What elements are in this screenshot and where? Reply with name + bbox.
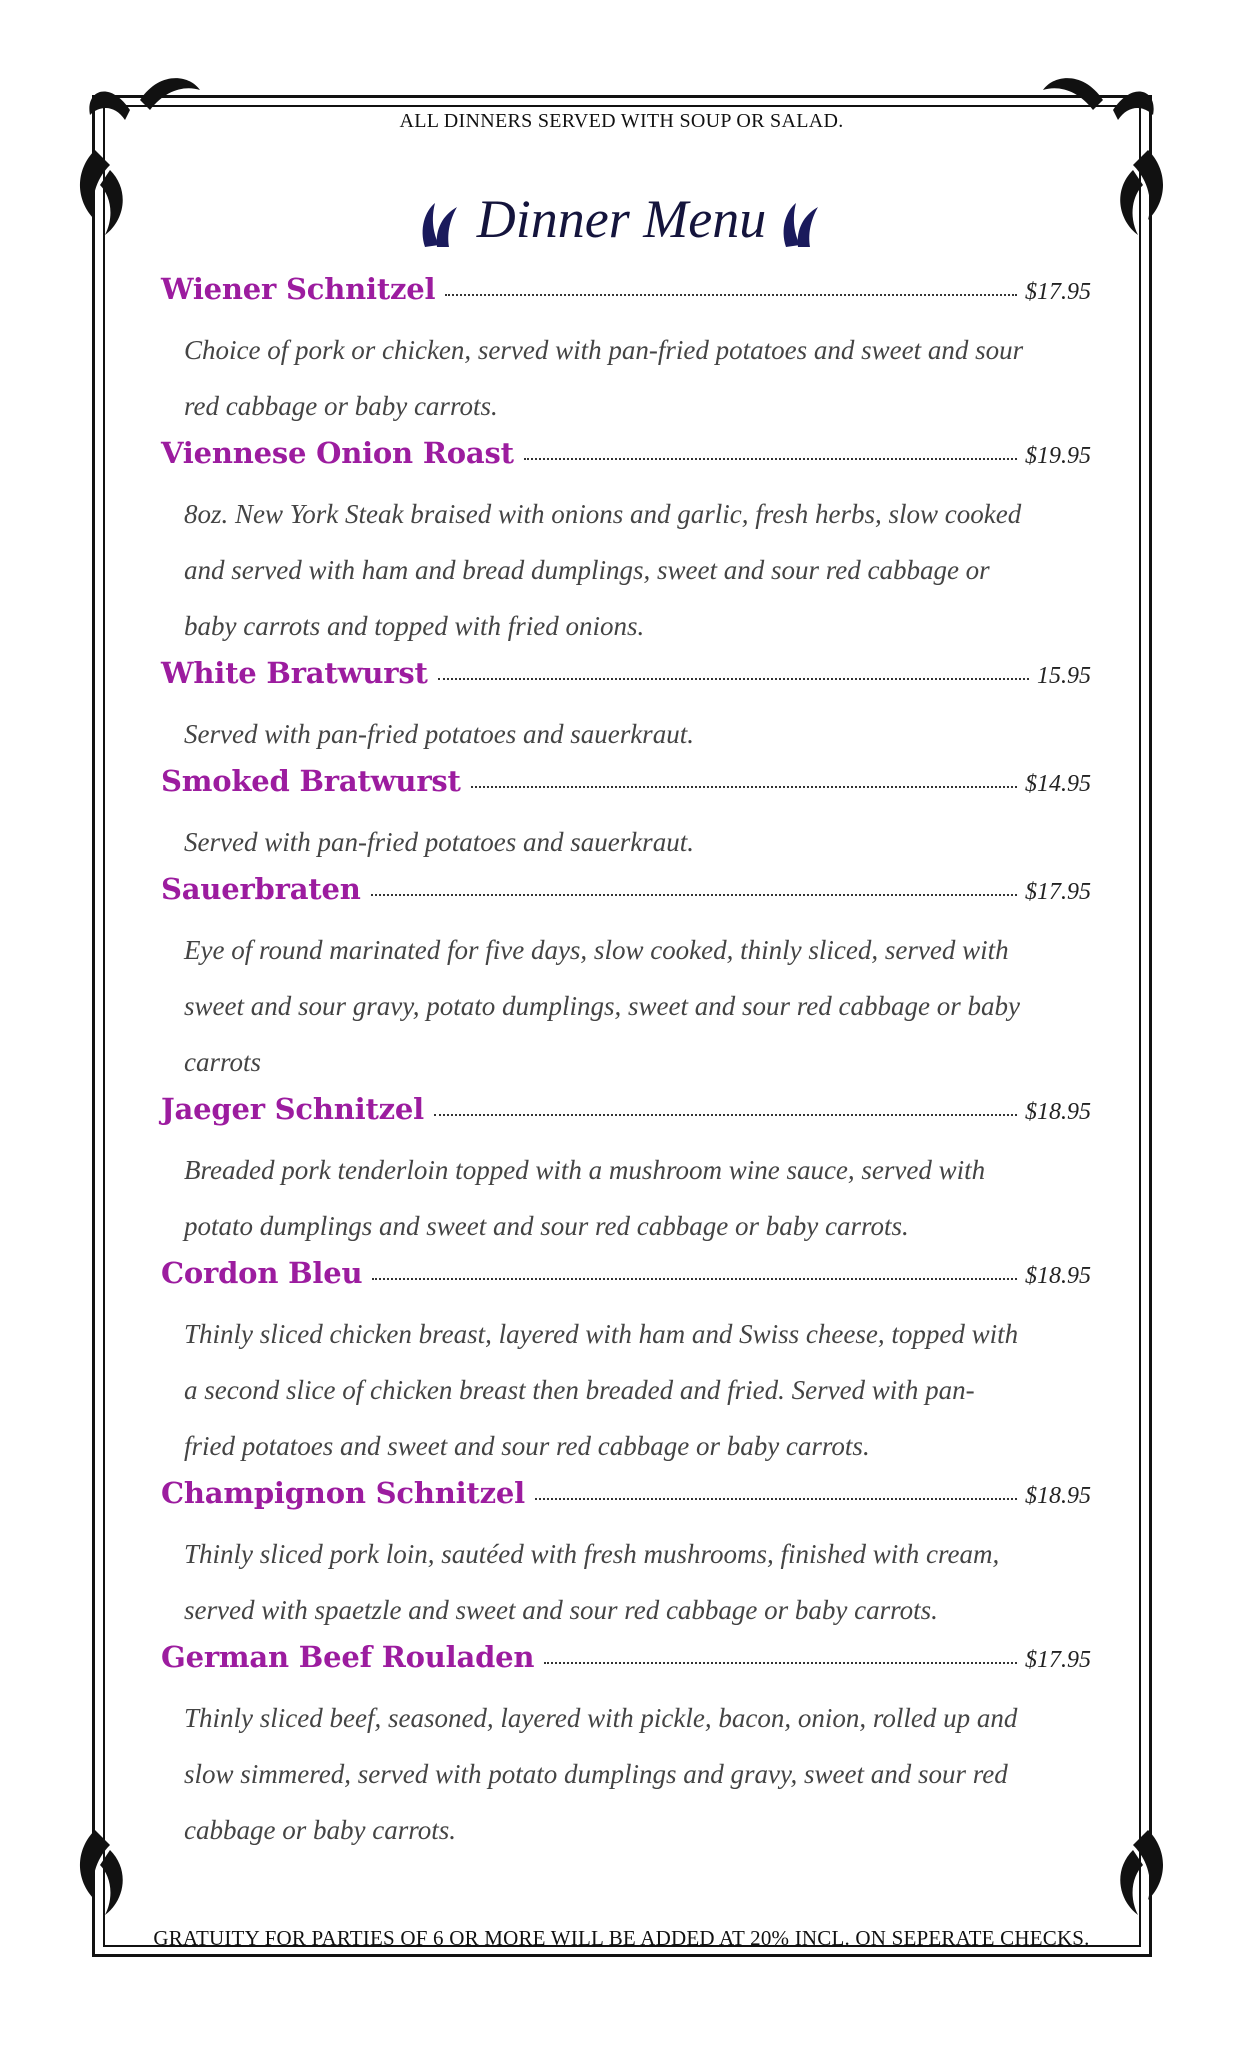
dot-leader xyxy=(544,1661,1017,1664)
item-price: $17.95 xyxy=(1025,279,1091,305)
item-description: Eye of round marinated for five days, slow cooked, thinly sliced, served with sweet and sour gravy, potato dumplings, sweet and sour red cabbage or baby carrots xyxy=(184,935,1020,1077)
dot-leader xyxy=(535,1497,1017,1500)
item-price: $17.95 xyxy=(1025,879,1091,905)
menu-item xyxy=(161,1256,1091,1474)
item-price: $18.95 xyxy=(1025,1263,1091,1289)
item-name: German Beef Rouladen xyxy=(161,1640,535,1674)
item-name: Cordon Bleu xyxy=(161,1256,363,1290)
menu-item xyxy=(161,656,1091,762)
menu-item xyxy=(161,272,1091,434)
menu-item xyxy=(161,1476,1091,1638)
item-description: Thinly sliced beef, seasoned, layered with pickle, bacon, onion, rolled up and slow simmered, served with potato dumplings and gravy, sweet and sour red cabbage or baby carrots. xyxy=(184,1703,1018,1845)
item-description: Thinly sliced pork loin, sautéed with fresh mushrooms, finished with cream, served with spaetzle and sweet and sour red cabbage or baby carrots. xyxy=(184,1539,1000,1625)
flourish-corner-icon xyxy=(70,1820,150,1950)
flourish-corner-icon xyxy=(1093,1820,1173,1950)
item-price: $14.95 xyxy=(1025,771,1091,797)
item-name: Smoked Bratwurst xyxy=(161,764,461,798)
dot-leader xyxy=(371,893,1017,896)
leaf-ornament-icon xyxy=(419,199,463,251)
dot-leader xyxy=(445,293,1017,296)
item-price: $18.95 xyxy=(1025,1483,1091,1509)
item-name: Jaeger Schnitzel xyxy=(161,1092,424,1126)
item-name: Sauerbraten xyxy=(161,872,361,906)
item-description: Served with pan-fried potatoes and sauerkraut. xyxy=(184,827,694,857)
item-name: Viennese Onion Roast xyxy=(161,436,514,470)
footer-note: GRATUITY FOR PARTIES OF 6 OR MORE WILL BE ADDED AT 20% INCL. ON SEPERATE CHECKS. xyxy=(153,1926,1090,1950)
item-description: 8oz. New York Steak braised with onions and garlic, fresh herbs, slow cooked and served with ham and bread dumplings, sweet and sour red cabbage or baby carrots and topped with fried onions. xyxy=(184,499,1022,641)
menu-list xyxy=(161,272,1091,1860)
item-description: Served with pan-fried potatoes and sauerkraut. xyxy=(184,719,694,749)
leaf-ornament-icon xyxy=(780,199,824,251)
dot-leader xyxy=(372,1277,1017,1280)
item-name: Wiener Schnitzel xyxy=(161,272,436,306)
dot-leader xyxy=(438,677,1029,680)
item-description: Choice of pork or chicken, served with pan-fried potatoes and sweet and sour red cabbage or baby carrots. xyxy=(184,335,1024,421)
page-title: Dinner Menu xyxy=(476,189,767,249)
menu-item xyxy=(161,1092,1091,1254)
item-price: $18.95 xyxy=(1025,1099,1091,1125)
item-name: Champignon Schnitzel xyxy=(161,1476,525,1510)
menu-item xyxy=(161,1640,1091,1858)
menu-item xyxy=(161,764,1091,870)
item-price: $19.95 xyxy=(1025,443,1091,469)
dot-leader xyxy=(524,457,1017,460)
header-note: ALL DINNERS SERVED WITH SOUP OR SALAD. xyxy=(399,110,844,132)
item-description: Breaded pork tenderloin topped with a mushroom wine sauce, served with potato dumplings and sweet and sour red cabbage or baby carrots. xyxy=(184,1155,986,1241)
item-name: White Bratwurst xyxy=(161,656,428,690)
menu-title-row xyxy=(0,188,1243,251)
item-description: Thinly sliced chicken breast, layered with ham and Swiss cheese, topped with a second slice of chicken breast then breaded and fried. Served with pan-fried potatoes and sweet and sour red cabbage or baby carrots. xyxy=(184,1319,1019,1461)
menu-item xyxy=(161,436,1091,654)
dot-leader xyxy=(434,1113,1017,1116)
dot-leader xyxy=(471,785,1017,788)
item-price: $17.95 xyxy=(1025,1647,1091,1673)
menu-item xyxy=(161,872,1091,1090)
item-price: 15.95 xyxy=(1037,663,1091,689)
